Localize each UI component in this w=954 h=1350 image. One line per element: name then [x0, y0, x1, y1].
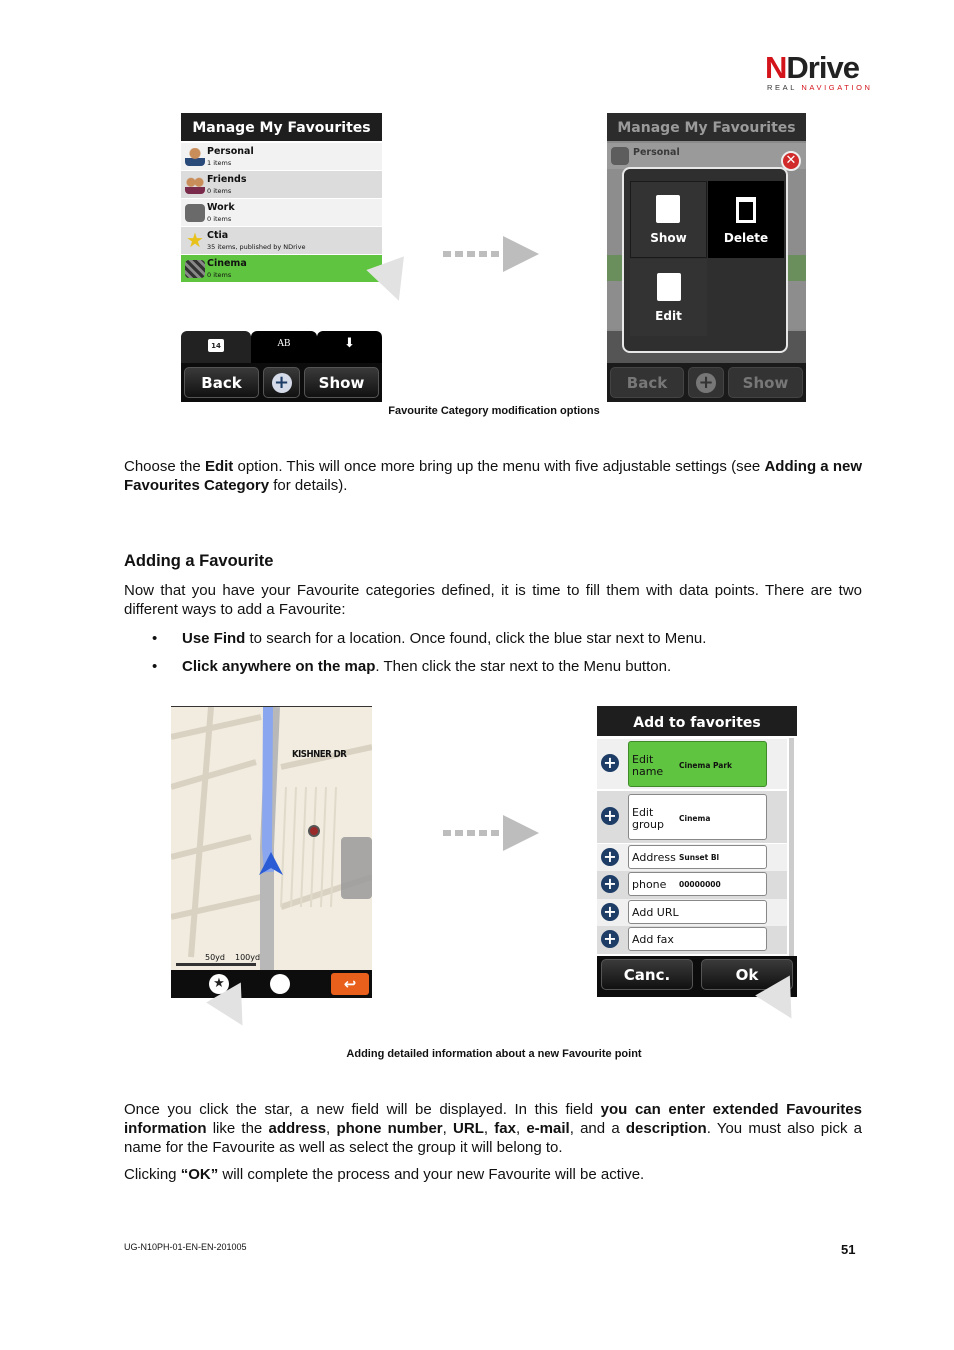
transition-arrow [443, 236, 539, 272]
document-id: UG-N10PH-01-EN-EN-201005 [124, 1242, 247, 1252]
trash-icon [736, 197, 756, 223]
plus-icon[interactable]: + [601, 848, 619, 866]
street-label: KISHNER DR [292, 749, 347, 760]
download-icon: ⬇ [344, 336, 355, 351]
star-icon: ★ [186, 230, 204, 252]
paragraph-ok: Clicking “OK” will complete the process and your new Favourite will be active. [124, 1166, 645, 1183]
list-item[interactable]: Personal 1 items [181, 143, 382, 170]
screen-title: Add to favorites [597, 706, 797, 736]
list-item-selected[interactable]: Cinema 0 items [181, 255, 382, 282]
plus-icon[interactable]: + [601, 930, 619, 948]
add-button[interactable] [263, 367, 300, 398]
paragraph-star-field: Once you click the star, a new field will be displayed. In this field you can enter extended Favourites information like the address, phone number, URL, fax, e-mail, and a description. You must also pick a name for the Favourite as well as select the group it will belong to. [124, 1101, 863, 1156]
scale-label-50: 50yd [205, 953, 225, 962]
phone-field[interactable]: phone 00000000 [628, 872, 767, 896]
ok-button[interactable]: Ok [701, 959, 793, 990]
back-button: Back [610, 367, 684, 398]
screen-title: Manage My Favourites [181, 113, 382, 141]
url-field[interactable]: Add URL [628, 900, 767, 924]
form-row-address [597, 844, 787, 871]
tab-alphabetical[interactable]: AB [251, 331, 317, 363]
tab-calendar[interactable] [181, 331, 251, 363]
edit-document-icon [657, 273, 681, 301]
plus-icon: + [272, 373, 292, 393]
map-screen [171, 706, 372, 998]
popup-delete-button[interactable]: Delete [708, 181, 784, 258]
form-row-phone [597, 871, 787, 899]
list-blank [181, 283, 382, 331]
scale-label-100: 100yd [235, 953, 261, 962]
add-button [688, 367, 724, 398]
section-heading: Adding a Favourite [124, 552, 274, 570]
fax-field[interactable]: Add fax [628, 927, 767, 951]
address-field[interactable]: Address Sunset Bl [628, 845, 767, 869]
button-bar-dimmed [607, 363, 806, 402]
form-row-group [597, 791, 787, 843]
menu-button[interactable] [270, 974, 290, 994]
bullet-marker: • [152, 630, 158, 647]
list-item-dimmed: Personal [607, 143, 806, 169]
show-button: Show [728, 367, 803, 398]
list-item[interactable]: ★ Ctia 35 items, published by NDrive [181, 227, 382, 254]
person-icon [611, 147, 629, 165]
person-icon [185, 148, 205, 166]
manage-favourites-screen [181, 113, 382, 402]
form-row-name [597, 739, 787, 789]
return-arrow-icon: ↩ [343, 975, 357, 993]
button-bar [181, 363, 382, 402]
popup-show-button[interactable]: Show [630, 181, 707, 258]
list-item[interactable]: Work 0 items [181, 199, 382, 226]
briefcase-icon [185, 204, 205, 222]
search-document-icon [656, 195, 680, 223]
tab-download[interactable] [317, 331, 382, 363]
transition-arrow [443, 815, 539, 851]
screen-title: Manage My Favourites [607, 113, 806, 141]
star-icon: ★ [213, 976, 225, 991]
calendar-icon: 14 [208, 339, 224, 352]
logo-tagline: REAL NAVIGATION [767, 83, 873, 92]
paragraph-edit-option: Choose the Edit option. This will once more bring up the menu with five adjustable settings (see Adding a new Favourites Category for details). [124, 458, 862, 494]
name-field[interactable]: Edit name Cinema Park [628, 741, 767, 787]
paragraph-intro: Now that you have your Favourite categories defined, it is time to fill them with data points. There are two different ways to add a Favourite: [124, 582, 862, 618]
film-icon [185, 260, 205, 278]
figure-caption: Favourite Category modification options [388, 405, 600, 417]
plus-icon[interactable]: + [601, 807, 619, 825]
add-to-favorites-screen [597, 706, 797, 997]
logo-wordmark: NDrive [765, 50, 859, 85]
ndrive-logo [765, 50, 873, 94]
back-button[interactable]: Back [184, 367, 259, 398]
group-field[interactable]: Edit group Cinema [628, 794, 767, 840]
plus-icon[interactable]: + [601, 875, 619, 893]
options-popup [622, 167, 788, 353]
page-number: 51 [841, 1242, 856, 1257]
bullet-marker: • [152, 658, 158, 675]
scrollbar[interactable] [789, 738, 794, 956]
tab-bar [181, 331, 382, 363]
manage-favourites-popup-screen [607, 113, 806, 402]
form-row-url [597, 899, 787, 926]
form-row-fax [597, 926, 787, 954]
plus-icon: + [696, 373, 716, 393]
back-arrow-button[interactable] [331, 973, 369, 995]
list-item[interactable]: Friends 0 items [181, 171, 382, 198]
map-toolbar [171, 970, 372, 998]
cancel-button[interactable]: Canc. [601, 959, 693, 990]
figure-caption: Adding detailed information about a new Favourite point [346, 1048, 642, 1060]
plus-icon[interactable]: + [601, 903, 619, 921]
friends-icon [185, 176, 205, 194]
popup-edit-button[interactable]: Edit [630, 259, 707, 336]
close-icon[interactable]: ✕ [781, 151, 801, 171]
show-button[interactable]: Show [304, 367, 379, 398]
plus-icon[interactable]: + [601, 754, 619, 772]
